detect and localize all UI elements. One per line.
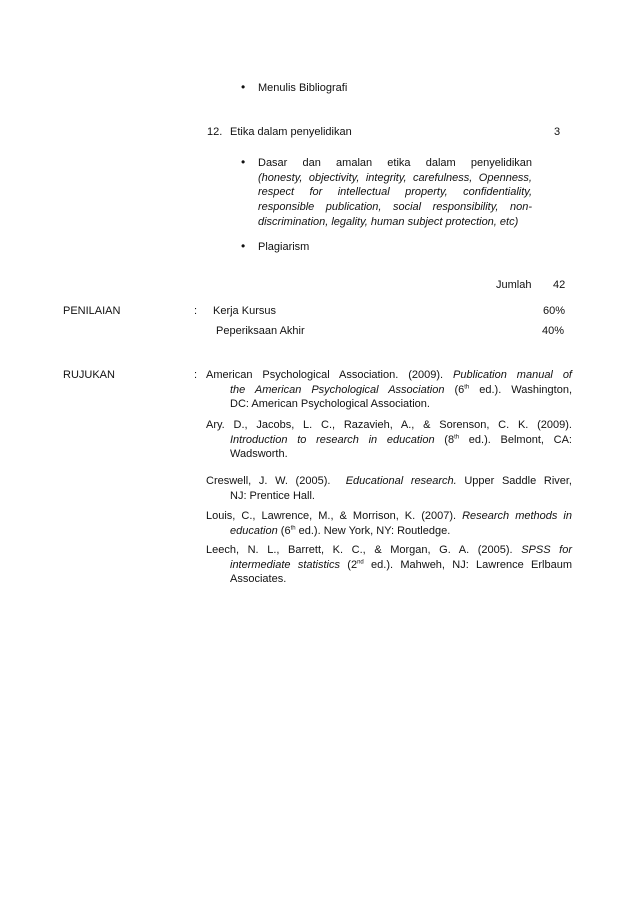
reference-title-part: Research methods in [462,510,572,522]
bullet-ethics-detail [258,171,532,230]
reference-line: NJ: Prentice Hall. [230,489,315,502]
bullet-menulis-bibliografi: Menulis Bibliografi [258,82,348,94]
reference-edition: (2 [347,558,358,571]
reference-title-part: the American Psychological Association [230,383,445,396]
reference-title-part: intermediate statistics [230,558,340,571]
reference-line: Creswell, J. W. (2005). Educational research. Upper Saddle River, [206,475,572,487]
penilaian-label: PENILAIAN [63,305,121,317]
reference-title: Introduction to research in education [230,433,435,446]
reference-edition-sup: th [454,433,460,440]
reference-edition-sup: nd [357,558,364,565]
reference-ary [206,418,572,462]
penilaian-item-name: Kerja Kursus [213,305,276,317]
reference-title-part: Publication manual of [453,369,572,381]
penilaian-item-pct: 60% [543,305,566,317]
reference-edition-sup: th [464,383,470,390]
bullet-ethics-content [258,156,532,230]
reference-authors: Ary. D., Jacobs, L. C., Razavieh, A., & Sorenson, C. K. (2009). [206,419,572,431]
reference-authors: Creswell, J. W. (2005). [206,475,331,487]
reference-creswell [206,474,572,503]
reference-line: intermediate statistics (2nd ed.). Mahweh, NJ: Lawrence Erlbaum [230,558,572,571]
penilaian-item-name: Peperiksaan Akhir [216,325,305,337]
reference-edition-sup: th [290,524,296,531]
total-label: Jumlah [496,279,532,291]
reference-publisher: ed.). New York, NY: Routledge. [298,524,451,537]
reference-line [206,543,572,558]
reference-title-part: SPSS for [521,544,572,556]
rujukan-label: RUJUKAN [63,369,115,381]
reference-edition: (6 [280,524,291,537]
reference-line [206,524,572,539]
reference-authors: Leech, N. L., Barrett, K. C., & Morgan, G. A. (2005). [206,544,513,556]
reference-line [206,418,572,433]
bullet-ethics-detail-text: (honesty, objectivity, integrity, carefulness, Openness, respect for intellectual property, confidentiality, responsible publication, social responsibility, non-discrimination, legality, human subject protection, etc) [258,171,532,228]
penilaian-item-pct: 40% [542,325,565,337]
reference-line: DC: American Psychological Association. [230,398,430,410]
reference-leech [206,543,572,587]
bullet-ethics-prefix: Dasar dan amalan etika dalam penyelidikan [258,157,532,169]
reference-line: Associates. [230,573,287,585]
reference-authors: American Psychological Association. (2009). [206,369,444,381]
bullet-icon: • [241,239,246,253]
reference-apa [206,368,572,412]
topic-12-number: 12. [207,126,223,138]
rujukan-colon: : [194,369,198,381]
reference-edition: (8 [444,433,455,446]
bullet-icon: • [241,80,246,94]
reference-line [206,368,572,383]
reference-edition: (6 [454,383,465,396]
bullet-icon: • [241,155,246,169]
topic-12-title: Etika dalam penyelidikan [230,126,352,138]
bullet-plagiarism: Plagiarism [258,241,310,253]
reference-line [206,509,572,524]
reference-title: Educational research. [345,475,457,487]
reference-line: Introduction to research in education (8th ed.). Belmont, CA: [230,433,572,446]
topic-12-hours: 3 [554,126,561,138]
reference-line: Wadsworth. [230,448,288,460]
reference-title-part: education [230,524,278,537]
total-value: 42 [553,279,566,291]
reference-louis [206,509,572,538]
reference-authors: Louis, C., Lawrence, M., & Morrison, K. (2007). [206,510,457,522]
penilaian-colon: : [194,305,198,317]
reference-line: the American Psychological Association (6th ed.). Washington, [230,383,572,396]
